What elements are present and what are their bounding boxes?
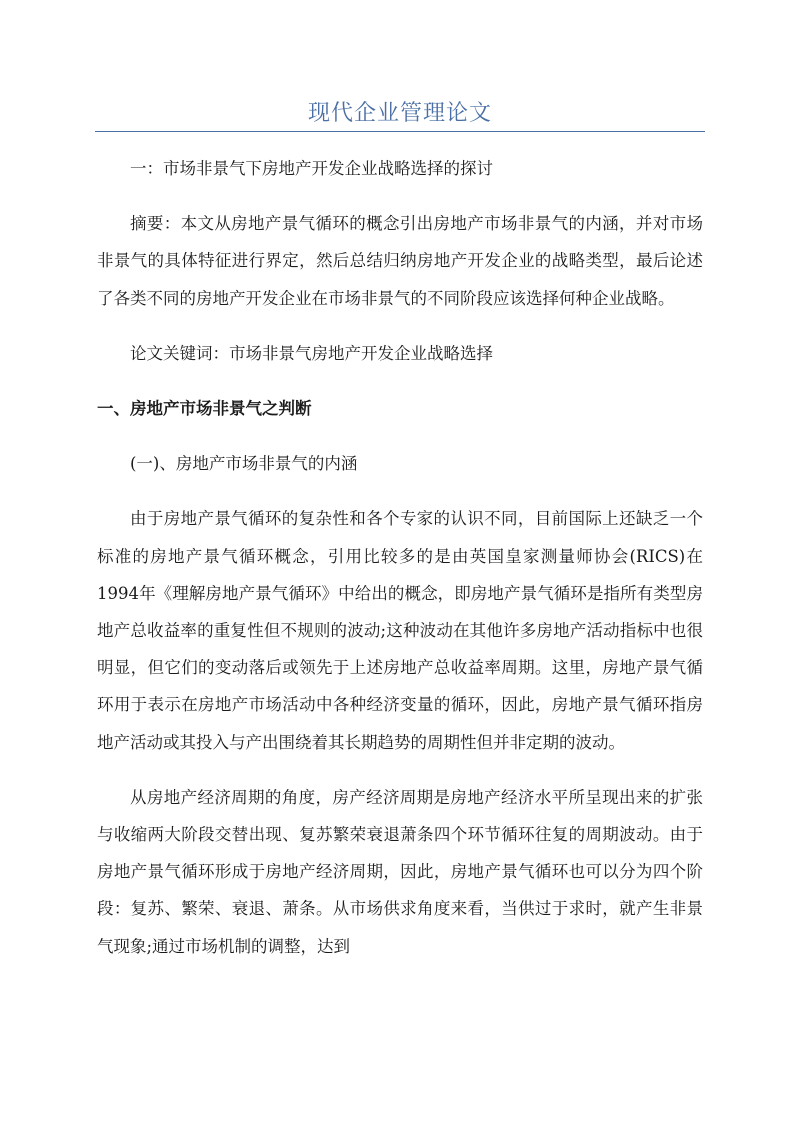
body-paragraph-2: 从房地产经济周期的角度，房产经济周期是房地产经济水平所呈现出来的扩张与收缩两大阶段交替出现、复苏繁荣衰退萧条四个环节循环往复的周期波动。由于房地产景气循环形成于房地产经济周期，因此，房地产景气循环也可以分为四个阶段：复苏、繁荣、衰退、萧条。从市场供求角度来看，当供过于求时，就产生非景气现象;通过市场机制的调整，达到	[97, 787, 703, 956]
document-title: 现代企业管理论文	[307, 101, 492, 126]
keywords-line: 论文关键词：市场非景气房地产开发企业战略选择	[130, 343, 493, 363]
section-intro: 一：市场非景气下房地产开发企业战略选择的探讨	[130, 159, 493, 178]
document-body	[97, 150, 703, 983]
title-underline	[95, 131, 705, 132]
body-paragraph-1: 由于房地产景气循环的复杂性和各个专家的认识不同，目前国际上还缺乏一个标准的房地产景气循环概念，引用比较多的是由英国皇家测量师协会(RICS)在1994年《理解房地产景气循环》中给出的概念，即房地产景气循环是指所有类型房地产总收益率的重复性但不规则的波动;这种波动在其他许多房地产活动指标中也很明显，但它们的变动落后或领先于上述房地产总收益率周期。这里，房地产景气循环用于表示在房地产市场活动中各种经济变量的循环，因此，房地产景气循环指房地产活动或其投入与产出围绕着其长期趋势的周期性但并非定期的波动。	[97, 509, 703, 752]
abstract-paragraph: 摘要：本文从房地产景气循环的概念引出房地产市场非景气的内涵，并对市场非景气的具体特征进行界定，然后总结归纳房地产开发企业的战略类型，最后论述了各类不同的房地产开发企业在市场非景气的不同阶段应该选择何种企业战略。	[97, 214, 703, 308]
subsection-heading: (一)、房地产市场非景气的内涵	[130, 454, 358, 474]
section-heading: 一、房地产市场非景气之判断	[97, 399, 312, 419]
